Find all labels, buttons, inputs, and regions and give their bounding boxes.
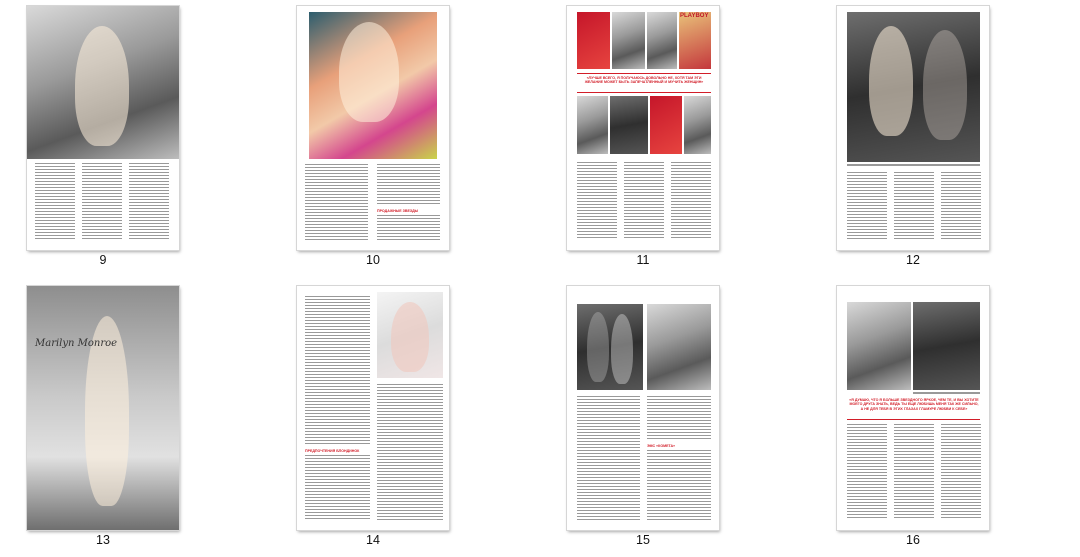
headline-rule-bottom: [577, 92, 711, 93]
text-column: [671, 162, 711, 240]
portrait-figure: [339, 22, 399, 122]
page-thumbnail-9[interactable]: [0, 0, 270, 277]
page-number-label: 16: [906, 533, 920, 547]
figure: [611, 314, 633, 384]
photo-couple: [577, 304, 643, 390]
autograph-signature: Marilyn Monroe: [35, 338, 118, 349]
page-thumbnail-10[interactable]: [270, 0, 540, 277]
page-number-label: 12: [906, 253, 920, 267]
text-column: [377, 384, 443, 520]
text-column: [577, 162, 617, 240]
page-number-label: 10: [366, 253, 380, 267]
portrait-figure: [75, 26, 129, 146]
text-column: [647, 396, 711, 441]
page-12-preview[interactable]: [837, 6, 989, 250]
page-12-photo: [847, 12, 980, 162]
page-9-photo: [27, 6, 179, 159]
photo-portrait: [847, 302, 911, 390]
page-9-preview[interactable]: [27, 6, 179, 250]
photo-portrait: [647, 304, 711, 390]
text-column: [894, 424, 934, 520]
photo-caption-line: [847, 164, 980, 166]
headline-rule-bottom: [847, 419, 980, 420]
photo-caption-line: [913, 392, 980, 394]
page-14-photo: [377, 292, 443, 378]
text-column: [577, 396, 640, 520]
page-10-photo: [309, 12, 437, 159]
figure: [587, 312, 609, 382]
page-13-photo: [27, 286, 179, 530]
page-number-label: 13: [96, 533, 110, 547]
page-thumbnail-14[interactable]: [270, 280, 540, 557]
page-number-label: 9: [99, 253, 107, 267]
page-thumbnail-16[interactable]: [810, 280, 1080, 557]
text-column: [941, 424, 981, 520]
photo-portrait: [647, 12, 677, 69]
headline-rule-top: [577, 73, 711, 74]
photo-kiss: [913, 302, 980, 390]
text-column: [82, 163, 122, 239]
magazine-cover: [679, 12, 711, 69]
section-subhead: ПРОДАЖНЫЕ ЗВЕЗДЫ: [377, 209, 419, 213]
text-column: [305, 164, 368, 240]
section-subhead: ПРЕДПОЧТЕНИЯ БЛОНДИНОК: [305, 449, 360, 453]
pull-quote-headline: «ЛУЧШЕ ВСЕГО, Я ПОЛУЧАЮСЬ ДОВОЛЬНО НЕ, ХОТЯ ТАМ ЭТИ ЖЕЛАНИЕ МОЖЕТ БЫТЬ ЗАПЕЧАТЛЕННЫЙ И МУЧИТЬ ЖЕНЩИН»: [584, 76, 704, 85]
page-13-preview[interactable]: [27, 286, 179, 530]
page-number-label: 15: [636, 533, 650, 547]
page-number-label: 11: [636, 253, 650, 267]
magazine-logo: PLAYBOY: [680, 13, 709, 19]
figure-woman: [869, 26, 913, 136]
figure-man: [923, 30, 967, 140]
text-column: [941, 172, 981, 240]
page-14-preview[interactable]: [297, 286, 449, 530]
page-16-preview[interactable]: [837, 286, 989, 530]
text-column: [847, 172, 887, 240]
text-column: [129, 163, 169, 239]
photo-portrait: [684, 96, 711, 154]
text-column: [894, 172, 934, 240]
photo-portrait: [577, 96, 608, 154]
page-thumbnail-13[interactable]: [0, 280, 270, 557]
photo-clapperboard: [610, 96, 648, 154]
text-column: [35, 163, 75, 239]
page-15-preview[interactable]: [567, 286, 719, 530]
text-column: [377, 164, 440, 206]
text-column: [305, 455, 370, 520]
page-10-preview[interactable]: [297, 6, 449, 250]
photo-portrait: [612, 12, 645, 69]
page-number-label: 14: [366, 533, 380, 547]
pull-quote-headline: «Я ДУМАЮ, ЧТО Я БОЛЬШЕ ЗВЕЗДНОГО ЯРКОЕ, ЧЕМ ТЕ, И ВЫ ХОТИТЕ МОЕГО ДРУГА ЗНАТЬ, ВЕДЬ ТЫ ЕЩЕ ЛЮБИШЬ МЕНЯ ТАК ЖЕ СИЛЬНО, А НЕ ДЛЯ ТЕБЯ В ЭТИХ ГЛАЗАХ ГЛАМУРЕ ЛЮБВИ К СЕБЕ»: [849, 398, 979, 411]
photo-red-dresses: [650, 96, 682, 154]
page-thumbnail-11[interactable]: [540, 0, 810, 277]
text-column: [305, 296, 370, 446]
portrait-figure: [391, 302, 429, 372]
page-thumbnail-12[interactable]: [810, 0, 1080, 277]
page-11-preview[interactable]: [567, 6, 719, 250]
photo-red-background: [577, 12, 610, 69]
text-column: [847, 424, 887, 520]
text-column: [624, 162, 664, 240]
page-thumbnail-15[interactable]: [540, 280, 810, 557]
text-column: [647, 450, 711, 520]
text-column: [377, 215, 440, 240]
section-subhead: ЭМС «КОМЕТА»: [647, 444, 676, 448]
